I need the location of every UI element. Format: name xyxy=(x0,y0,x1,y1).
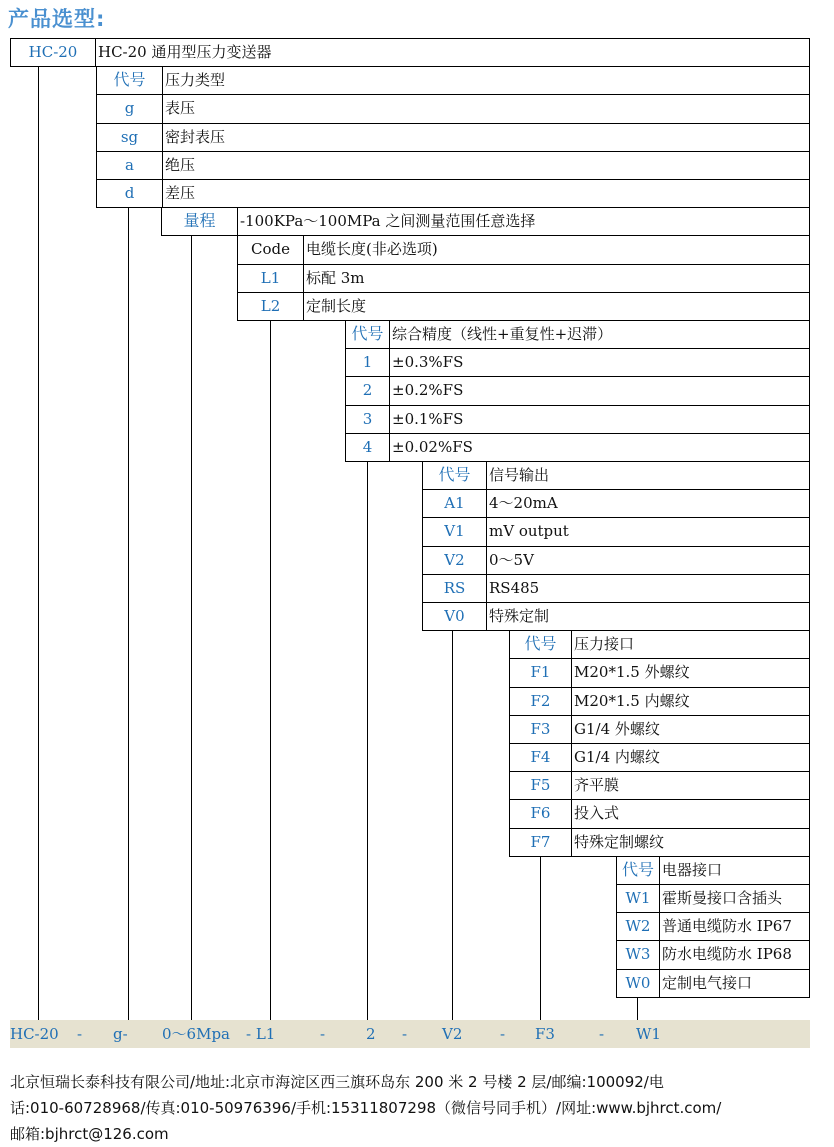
electrical-port-header-code: 代号 xyxy=(616,856,660,885)
example-part: 2 xyxy=(366,1025,376,1043)
signal-output-row-desc: mV output xyxy=(486,517,810,546)
example-order-bar xyxy=(10,1020,810,1048)
pressure-type-row-desc: 表压 xyxy=(162,94,810,123)
pressure-port-row-desc: 齐平膜 xyxy=(571,771,810,800)
signal-output-row-desc: RS485 xyxy=(486,574,810,603)
electrical-port-row-code: W3 xyxy=(616,940,660,969)
accuracy-header-code: 代号 xyxy=(345,320,390,349)
signal-output-row-code: V1 xyxy=(422,517,487,546)
pressure-port-row-desc: G1/4 外螺纹 xyxy=(571,715,810,744)
electrical-port-row-desc: 普通电缆防水 IP67 xyxy=(659,912,810,941)
pressure-port-row-code: F3 xyxy=(509,715,572,744)
electrical-port-row-desc: 防水电缆防水 IP68 xyxy=(659,940,810,969)
company-footer xyxy=(10,1069,815,1147)
pressure-type-row-desc: 差压 xyxy=(162,179,810,208)
cable-length-row-desc: 定制长度 xyxy=(303,292,810,321)
accuracy-row-desc: ±0.2%FS xyxy=(389,376,810,405)
example-part: 0～6Mpa xyxy=(162,1025,230,1043)
pressure-port-row-code: F5 xyxy=(509,771,572,800)
footer-line-3: 邮箱:bjhrct@126.com xyxy=(10,1125,169,1143)
accuracy-row-desc: ±0.1%FS xyxy=(389,405,810,434)
example-part: - L1 xyxy=(246,1025,276,1043)
cable-length-header-desc: 电缆长度(非必选项) xyxy=(303,235,810,264)
signal-output-row-desc: 特殊定制 xyxy=(486,602,810,631)
electrical-port-row-desc: 霍斯曼接口含插头 xyxy=(659,884,810,913)
example-part: - xyxy=(77,1025,83,1043)
cable-length-row-desc: 标配 3m xyxy=(303,264,810,293)
accuracy-connector-line xyxy=(367,461,368,1020)
accuracy-row-code: 2 xyxy=(345,376,390,405)
example-part: - xyxy=(402,1025,408,1043)
example-part: HC-20 xyxy=(10,1025,59,1043)
pressure-type-connector-line xyxy=(128,207,129,1020)
example-part: - xyxy=(599,1025,605,1043)
pressure-port-row-desc: 投入式 xyxy=(571,799,810,828)
signal-output-row-code: RS xyxy=(422,574,487,603)
cable-length-header-code: Code xyxy=(237,235,304,264)
pressure-port-row-code: F1 xyxy=(509,658,572,687)
pressure-type-header-desc: 压力类型 xyxy=(162,66,810,95)
signal-output-row-desc: 4～20mA xyxy=(486,489,810,518)
pressure-type-row-code: g xyxy=(96,94,163,123)
pressure-port-row-desc: M20*1.5 内螺纹 xyxy=(571,687,810,716)
example-part: V2 xyxy=(442,1025,463,1043)
pressure-port-row-code: F4 xyxy=(509,743,572,772)
model-code-cell: HC-20 xyxy=(10,38,96,67)
model-desc-cell: HC-20 通用型压力变送器 xyxy=(95,38,810,67)
signal-connector-line xyxy=(452,630,453,1020)
accuracy-row-desc: ±0.3%FS xyxy=(389,348,810,377)
pressure-port-header-code: 代号 xyxy=(509,630,572,659)
pressure-type-row-code: a xyxy=(96,151,163,180)
cable-length-row-code: L1 xyxy=(237,264,304,293)
port-connector-line xyxy=(540,856,541,1020)
accuracy-row-desc: ±0.02%FS xyxy=(389,433,810,462)
model-connector-line xyxy=(38,67,39,1020)
pressure-port-row-code: F6 xyxy=(509,799,572,828)
pressure-type-row-desc: 绝压 xyxy=(162,151,810,180)
example-part: F3 xyxy=(535,1025,555,1043)
example-part: - xyxy=(500,1025,506,1043)
electrical-port-row-code: W2 xyxy=(616,912,660,941)
pressure-type-header-code: 代号 xyxy=(96,66,163,95)
range-connector-line xyxy=(191,235,192,1020)
accuracy-row-code: 4 xyxy=(345,433,390,462)
pressure-port-header-desc: 压力接口 xyxy=(571,630,810,659)
pressure-port-row-code: F2 xyxy=(509,687,572,716)
pressure-port-row-code: F7 xyxy=(509,828,572,857)
electrical-port-row-code: W0 xyxy=(616,969,660,998)
electrical-port-row-code: W1 xyxy=(616,884,660,913)
electrical-port-header-desc: 电器接口 xyxy=(659,856,810,885)
range-header-desc: -100KPa～100MPa 之间测量范围任意选择 xyxy=(237,207,810,236)
pressure-port-row-desc: G1/4 内螺纹 xyxy=(571,743,810,772)
pressure-port-row-desc: 特殊定制螺纹 xyxy=(571,828,810,857)
page-title: 产品选型: xyxy=(8,7,106,31)
electrical-port-row-desc: 定制电气接口 xyxy=(659,969,810,998)
pressure-type-row-code: sg xyxy=(96,123,163,152)
example-part: - xyxy=(320,1025,326,1043)
accuracy-row-code: 3 xyxy=(345,405,390,434)
signal-output-row-desc: 0～5V xyxy=(486,546,810,575)
range-header-code: 量程 xyxy=(161,207,238,236)
pressure-type-row-code: d xyxy=(96,179,163,208)
accuracy-header-desc: 综合精度（线性+重复性+迟滞） xyxy=(389,320,810,349)
signal-output-row-code: V2 xyxy=(422,546,487,575)
cable-connector-line xyxy=(270,320,271,1020)
example-part: g- xyxy=(113,1025,128,1043)
accuracy-row-code: 1 xyxy=(345,348,390,377)
electrical-connector-line xyxy=(637,997,638,1020)
pressure-type-row-desc: 密封表压 xyxy=(162,123,810,152)
signal-output-row-code: V0 xyxy=(422,602,487,631)
example-part: W1 xyxy=(636,1025,661,1043)
signal-output-header-desc: 信号输出 xyxy=(486,461,810,490)
pressure-port-row-desc: M20*1.5 外螺纹 xyxy=(571,658,810,687)
cable-length-row-code: L2 xyxy=(237,292,304,321)
footer-line-1: 北京恒瑞长泰科技有限公司/地址:北京市海淀区西三旗环岛东 200 米 2 号楼 2 层/邮编:100092/电 xyxy=(10,1073,664,1091)
signal-output-header-code: 代号 xyxy=(422,461,487,490)
signal-output-row-code: A1 xyxy=(422,489,487,518)
footer-line-2: 话:010-60728968/传真:010-50976396/手机:15311807298（微信号同手机）/网址:www.bjhrct.com/ xyxy=(10,1099,722,1117)
